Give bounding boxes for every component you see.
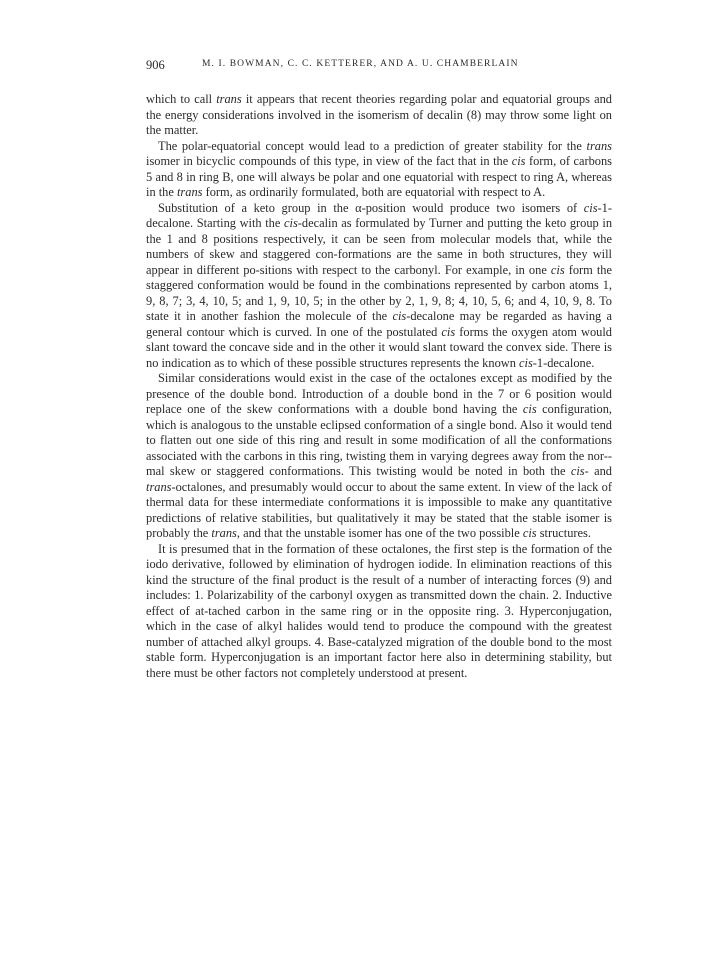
page-header bbox=[146, 58, 612, 74]
article-body bbox=[146, 92, 612, 681]
paragraph-5: It is presumed that in the formation of these octalones, the first step is the formation of the iodo derivative, followed by elimination of hydrogen iodide. In elimination reactions of this kind the structure of the final product is the result of a number of interacting forces (9) and includes: 1. Polarizability of the carbonyl oxygen as transmitted down the chain. 2. Inductive effect of at-tached carbon in the same ring or in the opposite ring. 3. Hyperconjugation, which in the case of alkyl halides would tend to produce the compound with the greatest number of attached alkyl groups. 4. Base-catalyzed migration of the double bond to the most stable form. Hyperconjugation is an important factor here also in determining stability, but there must be other factors not completely understood at present. bbox=[146, 541, 612, 680]
paragraph-2: The polar-equatorial concept would lead to a prediction of greater stability for the trans isomer in bicyclic compounds of this type, in view of the fact that in the cis form, of carbons 5 and 8 in ring B, one will always be polar and one equatorial with respect to ring A, whereas in the trans form, as ordinarily formulated, both are equatorial with respect to A. bbox=[146, 138, 612, 199]
paragraph-1: which to call trans it appears that recent theories regarding polar and equatorial groups and the energy considerations involved in the isomerism of decalin (8) may throw some light on the matter. bbox=[146, 92, 612, 137]
paragraph-4: Similar considerations would exist in the case of the octalones except as modified by the presence of the double bond. Introduction of a double bond in the 7 or 6 position would replace one of the skew conformations with a double bond having the cis configuration, which is analogous to the unstable eclipsed conformation of a single bond. Also it would tend to flatten out one side of this ring and result in some modification of all the conformations associated with the carbons in this ring, twisting them in varying degrees away from the nor-mal skew or staggered conformations. This twisting would be noted in both the cis- and trans-octalones, and presumably would occur to about the same extent. In view of the lack of thermal data for these intermediate conformations it is impossible to make any quantitative predictions of relative stabilities, but qualitatively it may be stated that the stable isomer is probably the trans, and that the unstable isomer has one of the two possible cis structures. bbox=[146, 371, 612, 540]
running-head: M. I. BOWMAN, C. C. KETTERER, AND A. U. CHAMBERLAIN bbox=[202, 59, 519, 69]
paragraph-3: Substitution of a keto group in the α-position would produce two isomers of cis-1-decalone. Starting with the cis-decalin as formulated by Turner and putting the keto group in the 1 and 8 positions respectively, it can be seen from molecular models that, while the numbers of skew and staggered con-formations are the same in both structures, they will appear in different po-sitions with respect to the carbonyl. For example, in one cis form the staggered conformation would be found in the combinations represented by carbon atoms 1, 9, 8, 7; 3, 4, 10, 5; and 1, 9, 10, 5; in the other by 2, 1, 9, 8; 4, 10, 5, 6; and 4, 10, 9, 8. To state it in another fashion the molecule of the cis-decalone may be regarded as having a general contour which is curved. In one of the postulated cis forms the oxygen atom would slant toward the concave side and in the other it would slant toward the convex side. There is no indication as to which of these possible structures represents the known cis-1-decalone. bbox=[146, 200, 613, 370]
page-number: 906 bbox=[146, 58, 165, 72]
